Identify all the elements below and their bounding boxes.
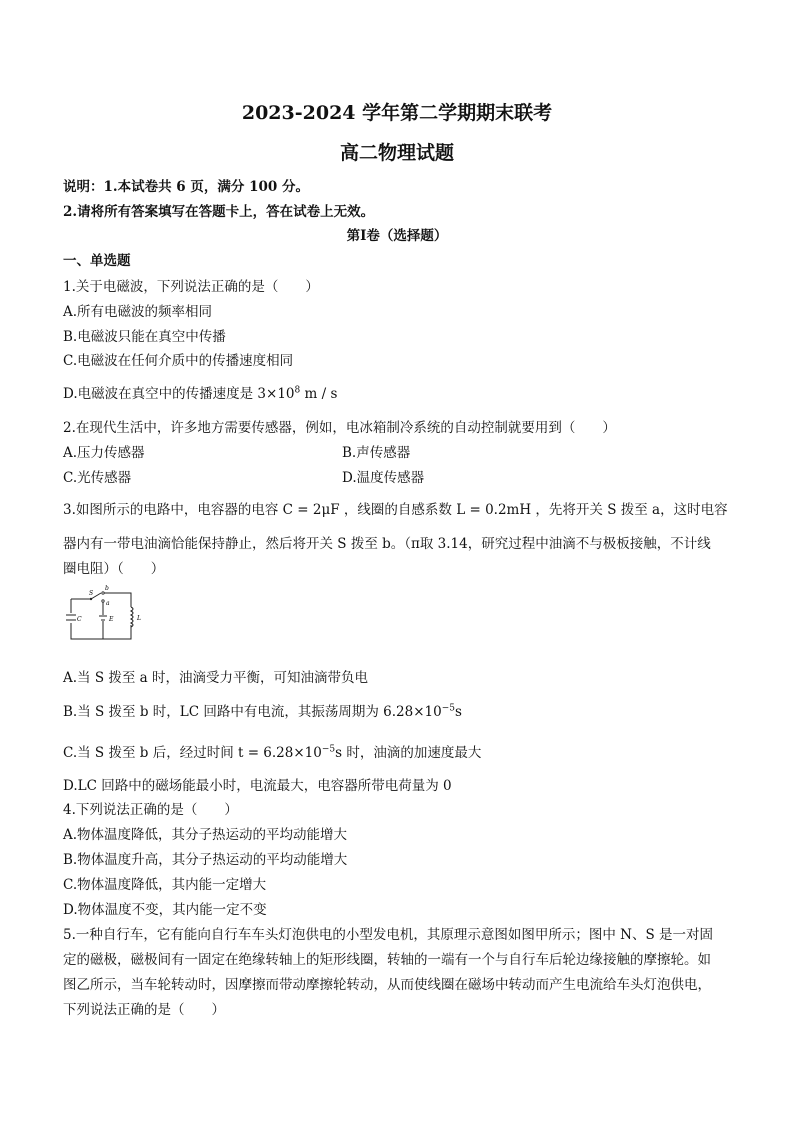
q1-option-b: B.电磁波只能在真空中传播 — [63, 329, 226, 345]
q1-stem: 1.关于电磁波，下列说法正确的是（ ） — [63, 279, 319, 295]
q5-stem-line-2: 定的磁极，磁极间有一固定在绝缘转轴上的矩形线圈，转轴的一端有一个与自行车后轮边缘接触的摩擦轮。如 — [63, 952, 711, 968]
q3-b-unit: s — [454, 704, 462, 720]
q1-option-a: A.所有电磁波的频率相同 — [63, 304, 213, 320]
q1-option-d — [63, 382, 337, 402]
circuit-label-c: C — [77, 616, 82, 623]
exam-subtitle: 高二物理试题 — [339, 142, 454, 164]
q3-c-exponent: −5 — [321, 744, 336, 755]
q3-b-exponent: −5 — [441, 703, 455, 714]
q5-stem-line-4: 下列说法正确的是（ ） — [63, 1002, 225, 1018]
q3-option-d: D.LC 回路中的磁场能最小时，电流最大，电容器所带电荷量为 0 — [63, 778, 452, 794]
volume-title: 第Ⅰ卷（选择题） — [346, 228, 448, 244]
q1-option-c: C.电磁波在任何介质中的传播速度相同 — [63, 353, 294, 369]
exam-title: 2023-2024 学年第二学期期末联考 — [241, 102, 553, 124]
q3-option-b — [63, 700, 462, 720]
q1-d-exponent: 8 — [294, 385, 301, 396]
q3-c-rest: s 时，油滴的加速度最大 — [335, 745, 482, 761]
q2-option-c: C.光传感器 — [63, 470, 132, 486]
circuit-label-a: a — [106, 600, 110, 607]
q2-option-d: D.温度传感器 — [342, 470, 425, 486]
q5-stem-line-1: 5.一种自行车，它有能向自行车车头灯泡供电的小型发电机，其原理示意图如图甲所示；图中 N、S 是一对固 — [63, 927, 714, 943]
q2-option-a: A.压力传感器 — [63, 445, 145, 461]
part-title: 一、单选题 — [63, 253, 131, 269]
q3-c-text: C.当 S 拨至 b 后，经过时间 t = 6.28×10 — [63, 745, 322, 761]
q4-option-c: C.物体温度降低，其内能一定增大 — [63, 877, 267, 893]
note-line-2: 2.请将所有答案填写在答题卡上，答在试卷上无效。 — [63, 204, 375, 220]
q3-option-c — [63, 741, 481, 761]
circuit-label-l: L — [137, 615, 141, 622]
q1-d-unit: m / s — [300, 386, 338, 402]
q4-option-a: A.物体温度降低，其分子热运动的平均动能增大 — [63, 827, 348, 843]
q3-b-text: B.当 S 拨至 b 时，LC 回路中有电流，其振荡周期为 6.28×10 — [63, 704, 442, 720]
q3-option-a: A.当 S 拨至 a 时，油滴受力平衡，可知油滴带负电 — [63, 670, 369, 686]
circuit-label-s: S — [89, 590, 94, 597]
q1-d-text: D.电磁波在真空中的传播速度是 3×10 — [63, 386, 295, 402]
q4-stem: 4.下列说法正确的是（ ） — [63, 802, 238, 818]
q3-stem-line-2: 器内有一带电油滴恰能保持静止，然后将开关 S 拨至 b。（π取 3.14，研究过程中油滴不与极板接触，不计线 — [63, 536, 711, 552]
q2-stem: 2.在现代生活中，许多地方需要传感器，例如，电冰箱制冷系统的自动控制就要用到（ ） — [63, 420, 616, 436]
q4-option-b: B.物体温度升高，其分子热运动的平均动能增大 — [63, 852, 348, 868]
q5-stem-line-3: 图乙所示，当车轮转动时，因摩擦而带动摩擦轮转动，从而使线圈在磁场中转动而产生电流给车头灯泡供电， — [63, 977, 711, 993]
q4-option-d: D.物体温度不变，其内能一定不变 — [63, 902, 267, 918]
circuit-label-e: E — [109, 616, 114, 623]
circuit-label-b: b — [105, 585, 109, 592]
note-line-1: 说明：1.本试卷共 6 页，满分 100 分。 — [63, 179, 309, 195]
lc-circuit-diagram — [63, 585, 145, 645]
q3-stem-line-1: 3.如图所示的电路中，电容器的电容 C = 2μF ，线圈的自感系数 L = 0.2mH ，先将开关 S 拨至 a，这时电容 — [63, 502, 728, 518]
q2-option-b: B.声传感器 — [342, 445, 411, 461]
q3-stem-line-3: 圈电阻）（ ） — [63, 561, 165, 577]
